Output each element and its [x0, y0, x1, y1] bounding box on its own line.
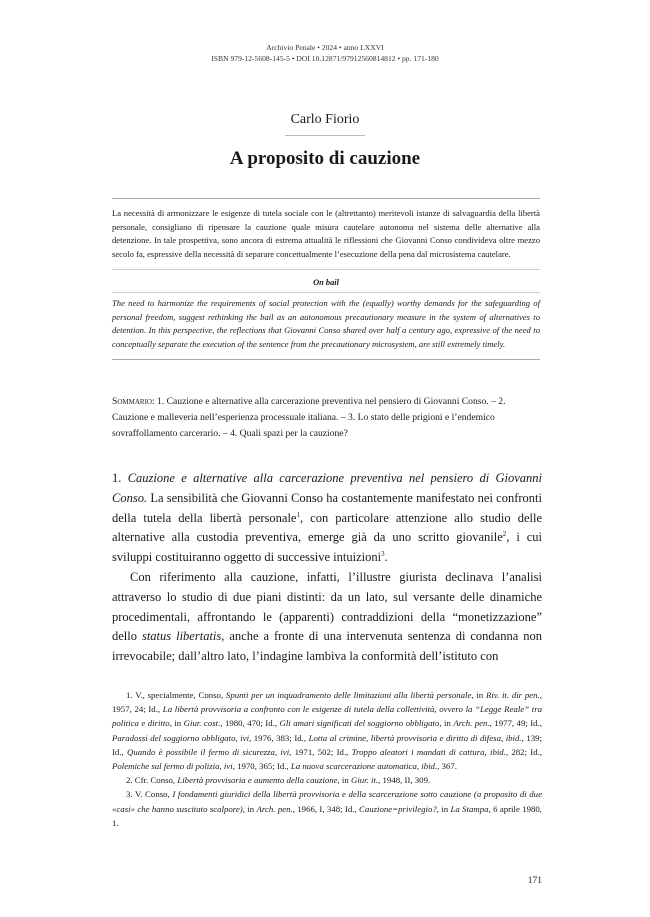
page-number: 171 — [527, 876, 542, 886]
footnote-text: , in — [439, 718, 454, 729]
footnote-text: Arch. pen. — [453, 718, 490, 729]
paragraph-1-text: La sensibilità che Giovanni Conso ha costantemente manifestato nei confronti della tutela della libertà personale — [112, 490, 542, 525]
footnote-text: 3. V. Conso, — [126, 789, 173, 800]
paragraph-1-text: , i cui sviluppi costituiranno oggetto di successive intuizioni — [112, 530, 542, 565]
footnote-text: 1. V., specialmente, Conso, — [126, 690, 226, 700]
paragraph-1-text: , con particolare attenzione allo studio delle alternative alla custodia preventiva, emerge già da uno scritto giovanile — [112, 510, 543, 545]
footnote-2 — [112, 773, 542, 787]
english-title-band — [112, 269, 540, 293]
body-text — [112, 469, 542, 667]
footnote-text: , in — [242, 803, 257, 814]
paragraph-2-text: Con riferimento alla cauzione, infatti, l’illustre giurista declinava l’analisi attraverso lo studio di due piani distinti: da un lato, sul versante delle dinamiche procedimentali, affrontando le (apparenti) contraddizioni della “monetizzazione” dello — [112, 569, 542, 644]
footnote-text: Quando è possibile il fermo di sicurezza, ivi — [127, 746, 290, 757]
paragraph-2-text: , anche a fronte di una intervenuta sentenza di condanna non irrevocabile; dall’altro lato, l’indagine lambiva la conformità dell’istituto con — [112, 629, 542, 664]
footnote-text: Arch. pen. — [256, 803, 293, 814]
footnote-text: , 1948, II, 309. — [378, 775, 431, 786]
footnote-text: Gli amari significati del soggiorno obbligato — [279, 718, 440, 729]
footnote-ref-1[interactable]: 1 — [296, 510, 300, 519]
footnote-text: , 1976, 383; Id., — [249, 732, 309, 743]
summary — [112, 394, 542, 443]
paragraph-2 — [112, 568, 542, 667]
footnote-text: Riv. it. dir pen. — [485, 690, 540, 700]
footnote-text: Troppo aleatori i mandati di cattura, ibid. — [351, 746, 506, 757]
author-name: Carlo Fiorio — [290, 112, 360, 127]
footnote-text: , 1966, I, 348; Id., — [292, 803, 359, 814]
footnote-ref-3[interactable]: 3 — [381, 550, 385, 559]
footnote-3 — [112, 787, 542, 830]
running-header — [0, 42, 650, 64]
footnote-text: , 282; Id., — [505, 746, 543, 757]
english-title: On bail — [313, 277, 339, 287]
summary-label: Sommario: — [112, 396, 155, 407]
footnote-text: , 367. — [437, 761, 457, 772]
footnote-text: , in — [337, 775, 351, 786]
footnote-1 — [112, 688, 542, 773]
footnote-text: , in — [169, 718, 184, 729]
summary-text: 1. Cauzione e alternative alla carcerazione preventiva nel pensiero di Giovanni Conso. – 2. Cauzione e malleveria nell’esperienza processuale italiana. – 3. Lo stato delle prigioni e l’endemico sovraffollamento carcerario. – 4. Quali spazi per la cauzione? — [112, 396, 506, 440]
footnote-text: La Stampa — [450, 803, 489, 814]
paragraph-2-italic: status libertatis — [141, 629, 222, 644]
footnote-ref-2[interactable]: 2 — [502, 530, 507, 539]
footnote-text: , 1957, 24; Id., — [112, 690, 542, 715]
section-number: 1. — [112, 471, 128, 485]
abstract-box — [112, 198, 540, 360]
footnote-text: , 1977, 49; Id., — [489, 718, 542, 729]
footnote-text: Giur. cost. — [183, 718, 221, 729]
abstract-english: The need to harmonize the requirements of social protection with the (equally) worthy demands for the safeguarding of personal freedom, suggest rethinking the bail as an autonomous precautionary measure in the system of alternatives to detention. In this perspective, the reflections that Giovanni Conso shared over half a century ago, expressive of the need to conceptually separate the execution of the sentence from the precautionary microsystem, are still extremely timely. — [112, 297, 540, 349]
footnote-text: Libertà provvisoria e aumento della cauzione — [177, 775, 338, 786]
author-divider — [285, 135, 365, 136]
article-title: A proposito di cauzione — [229, 148, 421, 169]
section-heading: Cauzione e alternative alla carcerazione preventiva nel pensiero di Giovanni Conso. — [112, 471, 542, 505]
isbn-line: ISBN 979-12-5608-145-5 • DOI 10.12871/97912560814812 • pp. 171-180 — [211, 54, 439, 63]
footnote-text: , 6 aprile 1980, 1. — [112, 803, 542, 828]
footnote-text: , 1970, 365; Id., — [232, 761, 291, 772]
footnotes — [112, 688, 542, 830]
footnote-text: Lotta al crimine, libertà provvisoria e diritto di difesa, ibid. — [308, 732, 522, 743]
footnote-text: Paradossi del soggiorno obbligato, ivi — [112, 732, 250, 743]
footnote-text: Giur. it. — [350, 775, 379, 786]
footnote-text: Cauzione=privilegio? — [358, 803, 437, 814]
footnote-text: La libertà provvisoria a confronto con le esigenze di tutela della collettività, ovvero la “Legge Reale” tra politica e diritto — [112, 704, 543, 729]
footnote-text: La nuova scarcerazione automatica, ibid. — [290, 761, 438, 772]
footnote-text: Spunti per un inquadramento delle limitazioni alla libertà personale — [225, 690, 472, 700]
footnote-text: Polemiche sul fermo di polizia, ivi — [112, 761, 233, 772]
footnote-text: , 1980, 470; Id., — [220, 718, 280, 729]
footnote-text: 2. Cfr. Conso, — [126, 775, 178, 786]
abstract-italian: La necessità di armonizzare le esigenze di tutela sociale con le (altrettanto) meritevoli istanze di salvaguardia della libertà personale, consigliano di ripensare la cauzione quale misura cautelare autonoma nel sistema delle alternative alla detenzione. In tale prospettiva, sono ancora di estrema attualità le riflessioni che Giovanni Conso condivideva oltre mezzo secolo fa, espressive della necessità di separare concettualmente l’esecuzione della pena dal microsistema cautelare. — [112, 208, 540, 260]
paragraph-1 — [112, 469, 542, 568]
footnote-text: , in — [436, 803, 451, 814]
footnote-text: , 1971, 502; Id., — [289, 746, 352, 757]
footnote-text: , in — [471, 690, 486, 700]
journal-line: Archivio Penale • 2024 • anno LXXVI — [266, 43, 384, 52]
footnote-text: , 139; Id., — [112, 732, 542, 757]
footnote-text: I fondamenti giuridici della libertà provvisoria e della scarcerazione sotto cauzione (a proposito di due «casi» che hanno suscitato scalpore) — [112, 789, 542, 814]
paragraph-1-text: . — [384, 550, 388, 565]
